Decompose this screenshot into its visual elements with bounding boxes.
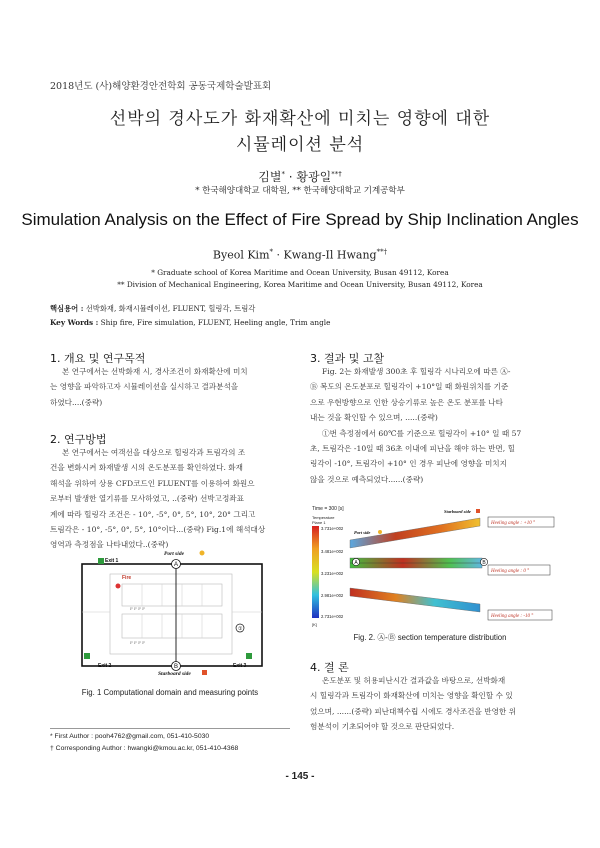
page-number: - 145 - <box>285 771 315 782</box>
section1-heading: 1. 개요 및 연구목적 <box>50 352 146 365</box>
fire-label: Fire <box>122 575 132 581</box>
section4-body: 온도분포 및 허용피난시간 결과값을 바탕으로, 선박화재 시 힐링각과 트림각이 화재확산에 미치는 영향을 확인할 수 있 었으며, ......(중략) 피난대책수립 시에도 경사조건을 반영한 위 험분석이 기초되어야 할 것으로 판단되었다. <box>310 676 517 732</box>
english-keywords: Key Words : Ship fire, Fire simulation, FLUENT, Heeling angle, Trim angle <box>50 318 331 327</box>
section2-heading: 2. 연구방법 <box>50 433 107 446</box>
port-side-label: Port side <box>164 551 185 557</box>
heeling-plus10-label: Heeling angle : +10 ° <box>491 521 535 526</box>
section-band-minus10 <box>350 588 480 612</box>
korean-keywords: 핵심용어 : 선박화재, 화재시뮬레이션, FLUENT, 힐링각, 트림각 <box>50 304 256 313</box>
color-legend-bar <box>312 526 319 618</box>
english-affiliation-2: ** Division of Mechanical Engineering, Korea Maritime and Ocean University, Busan 49112, Korea <box>117 280 483 289</box>
figure2-caption: Fig. 2. Ⓐ-Ⓑ section temperature distribution <box>353 633 507 642</box>
section3-body: Fig. 2는 화재발생 300초 후 힐링각 시나리오에 따른 Ⓐ- Ⓑ 복도의 온도분포로 힐링각이 +10°일 때 화원위치를 기준 으로 우현방향으로 인한 상승기류로 높은 온도 분포를 나타 내는 것을 확인할 수 있으며, .....(중략) ①번 측정점에서 60℃를 기준으로 힐링각이 +10° 일 때 57 초, 트림각은 -10일 때 36초 이내에 피난을 해야 하는 반면, 힐 링각이 -10°, 트림각이 +10° 인 경우 피난에 영향을 미치지 않을 것으로 예측되었다......(중략) <box>310 367 522 484</box>
svg-text:F F F F: F F F F <box>130 606 145 611</box>
footnote-divider <box>50 728 290 729</box>
conference-header: 2018년도 (사)해양환경안전학회 공동국제학술발표회 <box>50 81 272 92</box>
svg-text:①: ① <box>238 626 243 632</box>
exit2-label: Exit 2 <box>98 663 112 669</box>
legend-tick-2: 3.231e+002 <box>321 571 344 576</box>
english-authors: Byeol Kim* · Kwang-Il Hwang**† <box>212 248 388 262</box>
footnote-corresponding-author: † Corresponding Author : hwangki@kmou.ac.kr, 051-410-4368 <box>50 745 239 752</box>
legend-tick-1: 3.481e+002 <box>321 549 344 554</box>
fig2-point-a: A <box>354 560 358 566</box>
legend-tick-4: 2.731e+002 <box>321 614 344 619</box>
point-b-label: B <box>174 664 179 670</box>
footnote-first-author: * First Author : pooh4762@gmail.com, 051-410-5030 <box>50 733 210 740</box>
english-affiliation-1: * Graduate school of Korea Maritime and Ocean University, Busan 49112, Korea <box>151 268 449 277</box>
starboard-side-label: Starboard side <box>158 671 191 676</box>
section1-body: 본 연구에서는 선박화재 시, 경사조건이 화재확산에 미치 는 영향을 파악하고자 시뮬레이션을 실시하고 결과분석을 하였다....(중략) <box>50 367 248 407</box>
fig2-starboard-side-label: Starboard side <box>444 509 471 514</box>
legend-tick-0: 3.731e+002 <box>321 526 344 531</box>
point-a-label: A <box>174 562 179 568</box>
section2-body: 본 연구에서는 여객선을 대상으로 힐링각과 트림각의 조 건을 변화시켜 화재발생 시의 온도분포를 확인하였다. 화재 해석을 위하여 상용 CFD코드인 FLUENT를 이용하여 화원으 로부터 발생한 열기류를 모사하였고, ..(중략) 선박고정좌표 계에 따라 힐링각 조건은 - 10°, -5°, 0°, 5°, 10°, 20° 그리고 트림각은 - 10°, -5°, 0°, 5°, 10°이다...(중략) Fig.1에 해석대상 영역과 측정점을 나타내었다..(중략) <box>50 448 266 550</box>
heeling-0-label: Heeling angle : 0 ° <box>491 569 530 574</box>
heeling-minus10-label: Heeling angle : -10 ° <box>491 614 534 619</box>
korean-title-line2: 시뮬레이션 분석 <box>235 135 365 155</box>
english-title: Simulation Analysis on the Effect of Fire Spread by Ship Inclination Angles <box>21 210 579 229</box>
legend-title: Temperature <box>312 515 335 520</box>
exit1-label: Exit 1 <box>105 558 119 564</box>
legend-plane: Plane 1 <box>312 520 326 525</box>
time-label: Time = 300 [s] <box>312 506 344 512</box>
korean-authors: 김별* · 황광일**† <box>258 170 342 184</box>
figure2-temperature <box>308 504 558 628</box>
section3-heading: 3. 결과 및 고찰 <box>310 352 385 365</box>
figure1-domain <box>78 548 278 676</box>
svg-text:F F F F: F F F F <box>130 640 145 645</box>
exit3-label: Exit 3 <box>233 663 247 669</box>
korean-affiliations: * 한국해양대학교 대학원, ** 한국해양대학교 기계공학부 <box>195 186 405 196</box>
fig2-port-side-label: Port side <box>354 530 371 535</box>
section4-heading: 4. 결 론 <box>310 661 349 674</box>
korean-title-line1: 선박의 경사도가 화재확산에 미치는 영향에 대한 <box>109 109 491 129</box>
legend-tick-3: 2.981e+002 <box>321 593 344 598</box>
legend-unit: [K] <box>312 622 317 627</box>
fig2-point-b: B <box>482 560 486 566</box>
figure1-caption: Fig. 1 Computational domain and measuring points <box>81 688 259 697</box>
